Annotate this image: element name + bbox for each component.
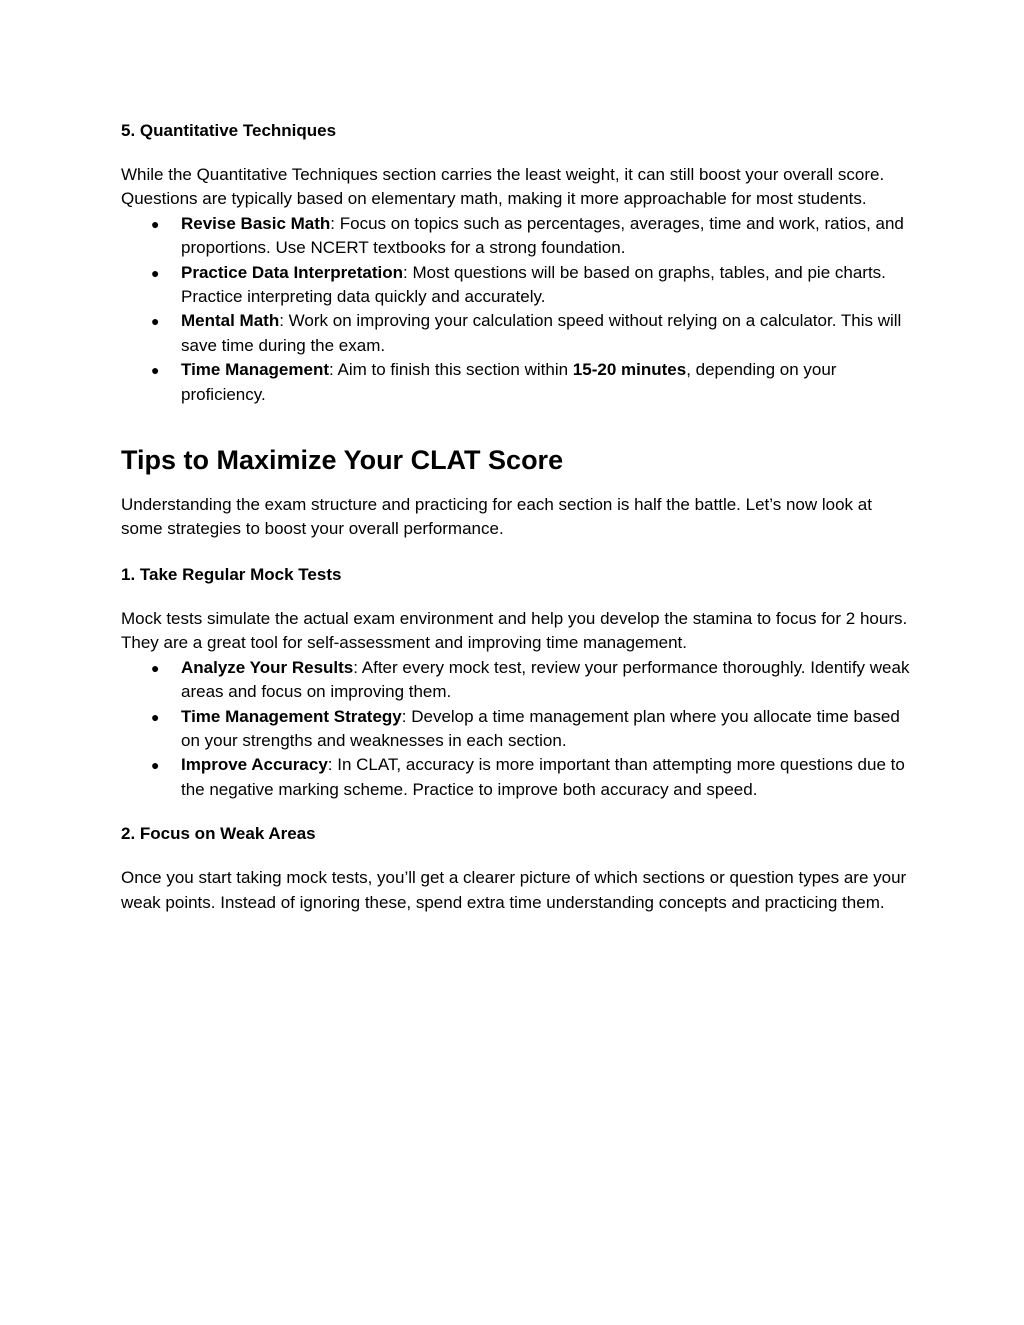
list-item-text: : After every mock test, review your performance thoroughly. Identify weak areas and focus on improving them. <box>181 657 910 702</box>
list-item-text: : Develop a time management plan where you allocate time based on your strengths and weaknesses in each section. <box>181 706 900 750</box>
list-item <box>121 656 911 705</box>
bullet-icon: ● <box>151 264 160 281</box>
list-item-title: Revise Basic Math <box>181 213 331 233</box>
bullet-icon: ● <box>151 708 160 725</box>
bullet-icon: ● <box>151 362 160 379</box>
list-item <box>121 753 911 802</box>
list-item-title: Analyze Your Results <box>181 657 354 677</box>
list-item-text: : In CLAT, accuracy is more important than attempting more questions due to the negative marking scheme. Practice to improve both accuracy and speed. <box>181 755 905 799</box>
list-item-title: Practice Data Interpretation <box>181 262 404 282</box>
list-item-text: : Work on improving your calculation speed without relying on a calculator. This will save time during the exam. <box>181 311 902 355</box>
list-item <box>121 309 911 358</box>
list-item-title: Time Management <box>181 360 330 380</box>
mock-tests-tips-list <box>121 656 911 802</box>
bullet-icon: ● <box>151 757 160 774</box>
list-item <box>121 358 911 407</box>
section-heading-mock-tests: 1. Take Regular Mock Tests <box>121 564 342 584</box>
list-item <box>121 261 911 310</box>
list-item-title: Mental Math <box>181 311 280 331</box>
list-item-emphasis: 15-20 minutes <box>572 360 687 380</box>
weak-areas-intro-paragraph: Once you start taking mock tests, you’ll get a clearer picture of which sections or question types are your weak points. Instead of ignoring these, spend extra time understanding concepts and practicing them. <box>121 868 907 912</box>
list-item <box>121 212 911 261</box>
list-item-title: Improve Accuracy <box>181 755 328 775</box>
list-item-text-continued: , depending on your proficiency. <box>181 360 837 404</box>
quantitative-intro-paragraph: While the Quantitative Techniques section carries the least weight, it can still boost your overall score. Questions are typically based on elementary math, making it more approachable for most students. <box>121 165 885 209</box>
list-item-text: : Most questions will be based on graphs, tables, and pie charts. Practice interpreting data quickly and accurately. <box>181 262 886 307</box>
list-item-text: : Aim to finish this section within <box>329 360 573 380</box>
page-section-title-tips: Tips to Maximize Your CLAT Score <box>121 445 564 476</box>
tips-intro-paragraph: Understanding the exam structure and practicing for each section is half the battle. Let’s now look at some strategies to boost your overall performance. <box>121 495 872 539</box>
list-item <box>121 705 911 754</box>
bullet-icon: ● <box>151 313 160 330</box>
list-item-text: : Focus on topics such as percentages, averages, time and work, ratios, and proportions. Use NCERT textbooks for a strong foundation. <box>181 213 904 258</box>
document-page <box>121 119 911 915</box>
list-item-title: Time Management Strategy <box>181 706 402 726</box>
bullet-icon: ● <box>151 215 160 232</box>
quantitative-tips-list <box>121 212 911 407</box>
section-heading-weak-areas: 2. Focus on Weak Areas <box>121 824 316 844</box>
bullet-icon: ● <box>151 659 160 676</box>
section-heading-quantitative: 5. Quantitative Techniques <box>121 121 337 140</box>
mock-tests-intro-paragraph: Mock tests simulate the actual exam environment and help you develop the stamina to focus for 2 hours. They are a great tool for self-assessment and improving time management. <box>121 608 908 653</box>
